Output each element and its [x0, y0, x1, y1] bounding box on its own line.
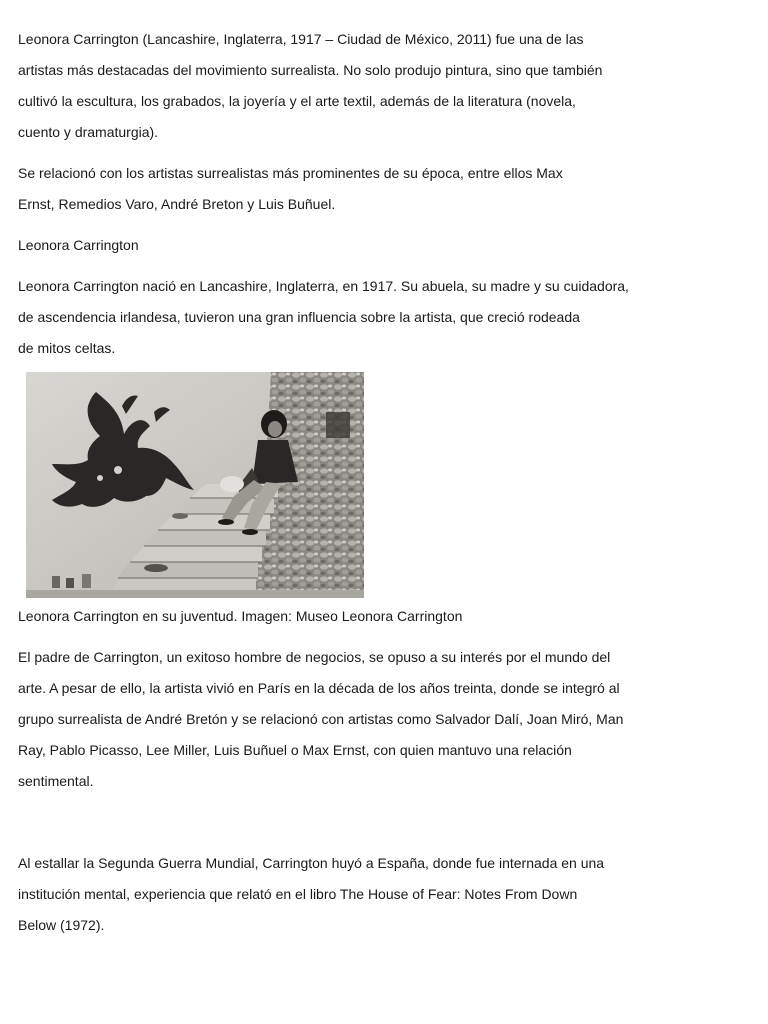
text-line: Al estallar la Segunda Guerra Mundial, Carrington huyó a España, donde fue internada en una: [18, 855, 605, 871]
text-line: institución mental, experiencia que relató en el libro The House of Fear: Notes From Down: [18, 886, 578, 902]
text-line: cultivó la escultura, los grabados, la joyería y el arte textil, además de la literatura (novela,: [18, 93, 576, 109]
text-line: El padre de Carrington, un exitoso hombre de negocios, se opuso a su interés por el mundo del: [18, 649, 611, 665]
paragraph-intro: [18, 24, 678, 148]
photo-caption: Leonora Carrington en su juventud. Imagen: Museo Leonora Carrington: [18, 608, 463, 624]
text-line: Leonora Carrington (Lancashire, Inglaterra, 1917 – Ciudad de México, 2011) fue una de las: [18, 31, 584, 47]
text-line: grupo surrealista de André Bretón y se relacionó con artistas como Salvador Dalí, Joan Miró, Man: [18, 711, 624, 727]
paragraph-birth: [18, 271, 678, 364]
carrington-photo: [26, 372, 364, 598]
document-page: [18, 24, 678, 951]
text-line: Below (1972).: [18, 917, 105, 933]
paragraph-paris: [18, 642, 678, 797]
text-line: artistas más destacadas del movimiento surrealista. No solo produjo pintura, sino que también: [18, 62, 603, 78]
section-heading: [18, 230, 678, 261]
text-line: de ascendencia irlandesa, tuvieron una gran influencia sobre la artista, que creció rodeada: [18, 309, 580, 325]
heading-text: Leonora Carrington: [18, 237, 139, 253]
text-line: Ernst, Remedios Varo, André Breton y Luis Buñuel.: [18, 196, 336, 212]
spacer: [18, 807, 678, 848]
text-line: Leonora Carrington nació en Lancashire, Inglaterra, en 1917. Su abuela, su madre y su cuidadora,: [18, 278, 629, 294]
photo-figure: [26, 372, 364, 598]
text-line: Se relacionó con los artistas surrealistas más prominentes de su época, entre ellos Max: [18, 165, 563, 181]
text-line: Ray, Pablo Picasso, Lee Miller, Luis Buñuel o Max Ernst, con quien mantuvo una relación: [18, 742, 572, 758]
text-line: arte. A pesar de ello, la artista vivió en París en la década de los años treinta, donde se integró al: [18, 680, 620, 696]
text-line: sentimental.: [18, 773, 94, 789]
paragraph-surrealists: [18, 158, 678, 220]
paragraph-war: [18, 848, 678, 941]
text-line: de mitos celtas.: [18, 340, 116, 356]
text-line: cuento y dramaturgia).: [18, 124, 159, 140]
